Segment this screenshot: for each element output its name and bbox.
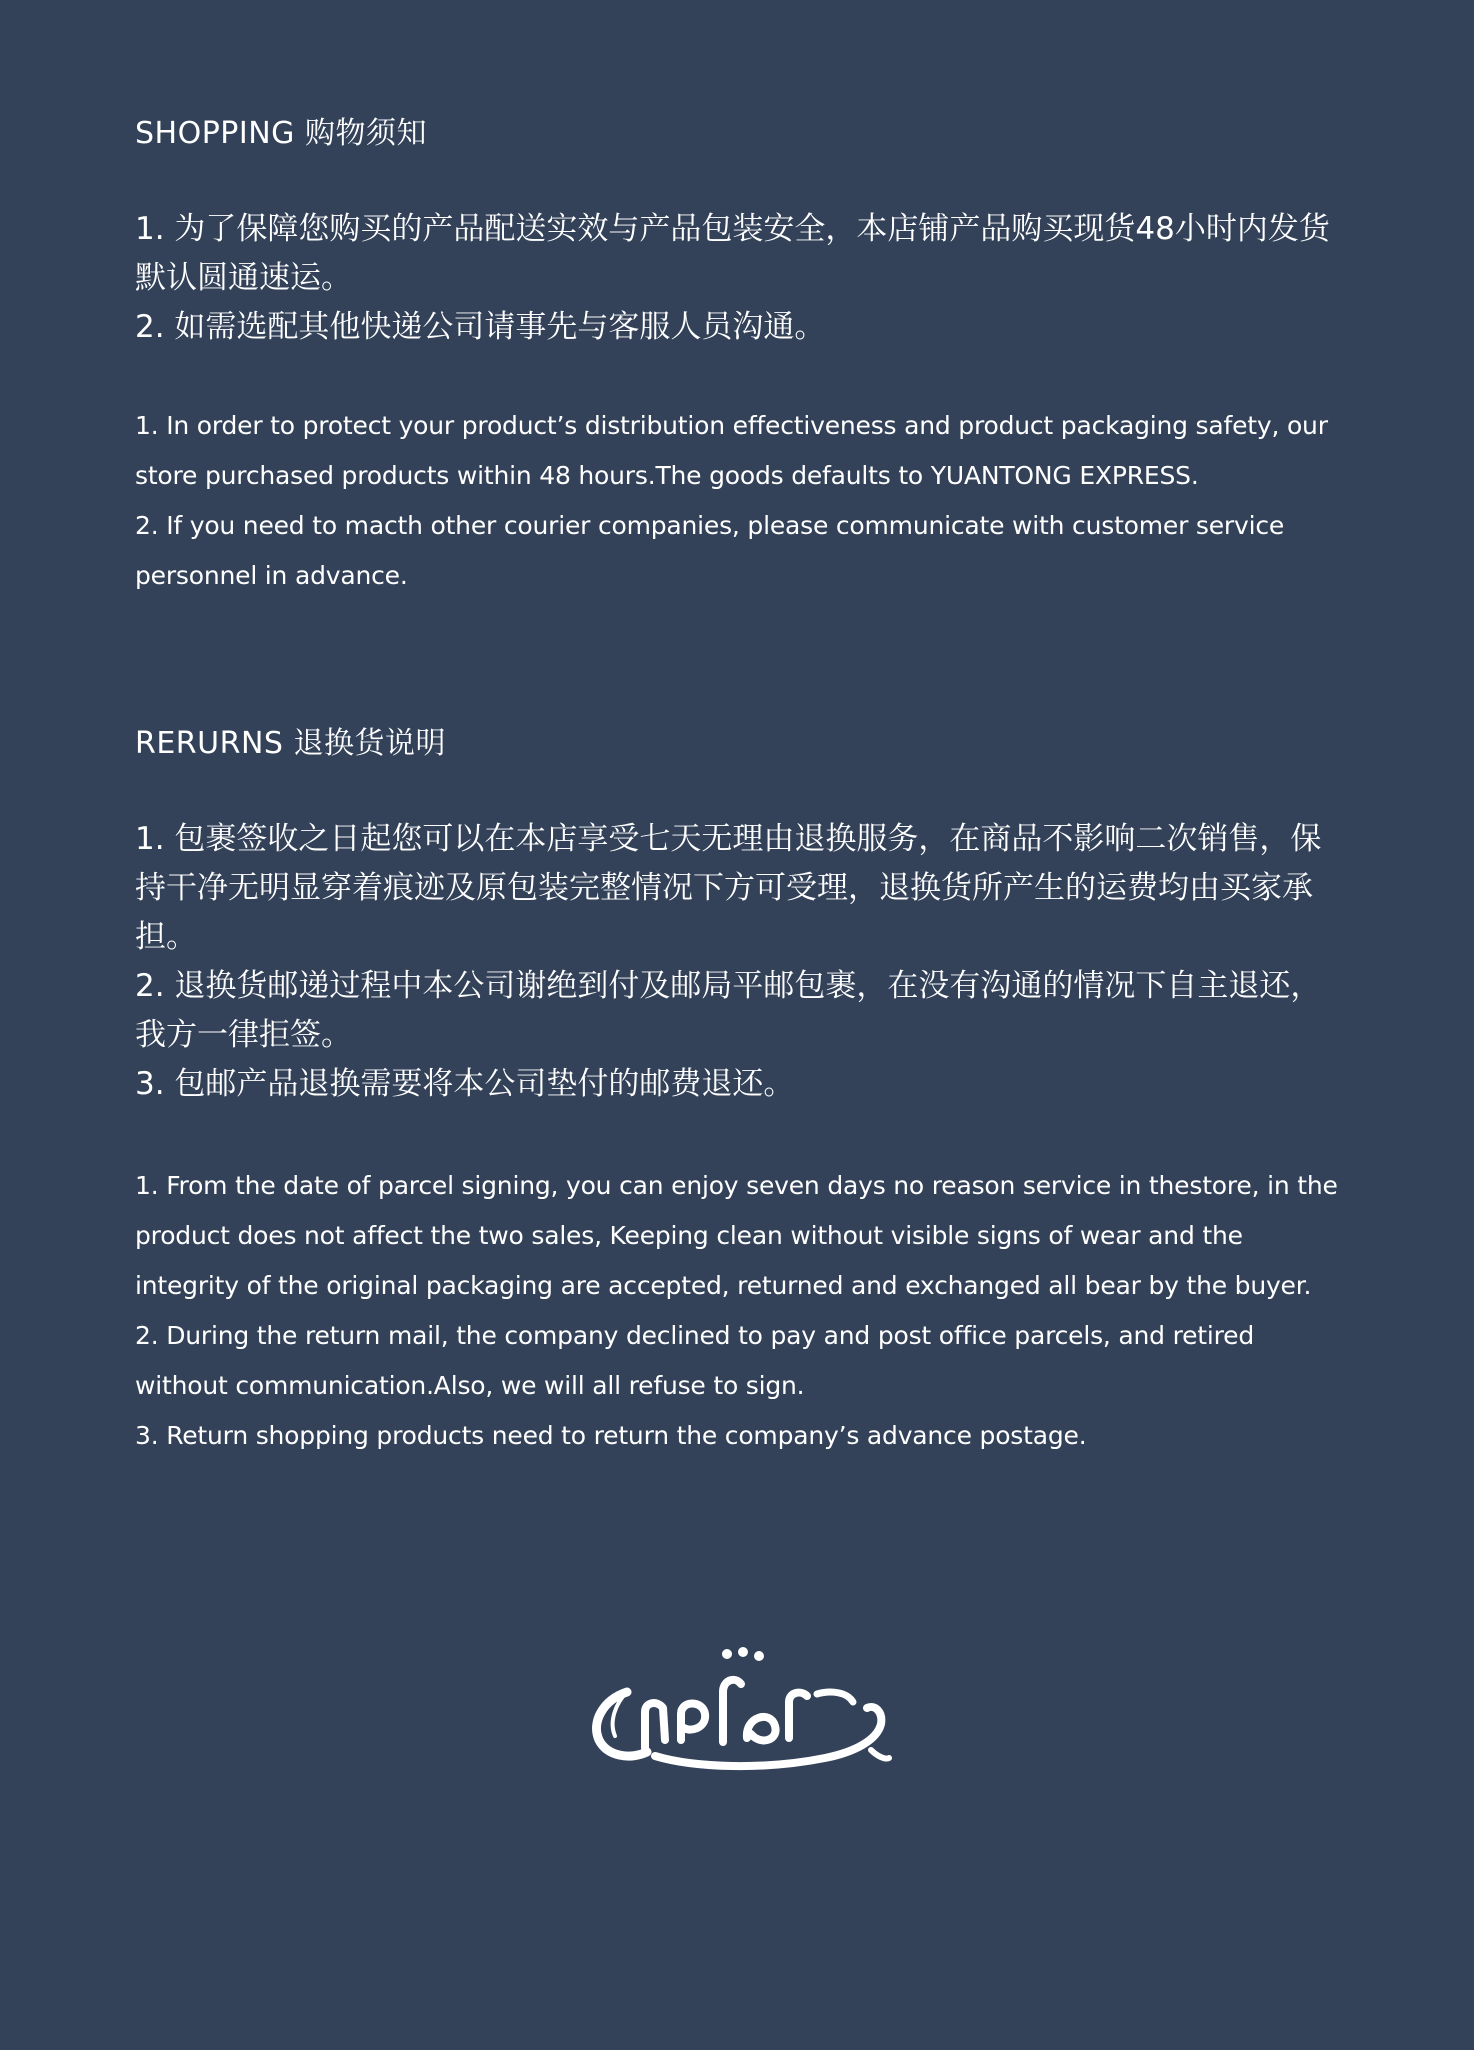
returns-cn-item-2: 2. 退换货邮递过程中本公司谢绝到付及邮局平邮包裹，在没有沟通的情况下自主退还，我方一律拒签。 [135,968,1322,1053]
calligraphy-logo-icon [585,1630,895,1780]
shopping-en-item-1: 1. In order to protect your product’s distribution effectiveness and product packaging safety, our store purchased products within 48 hours.The goods defaults to YUANTONG EXPRESS. [135,411,1328,490]
shopping-en-item-2: 2. If you need to macth other courier companies, please communicate with customer service personnel in advance. [135,511,1285,590]
shopping-cn-text [135,205,1345,352]
shopping-cn-item-2: 2. 如需选配其他快递公司请事先与客服人员沟通。 [135,309,826,345]
returns-en-item-3: 3. Return shopping products need to return the company’s advance postage. [135,1421,1087,1450]
returns-title: RERURNS 退换货说明 [135,726,446,761]
returns-en-item-2: 2. During the return mail, the company declined to pay and post office parcels, and retired without communication.Also, we will all refuse to sign. [135,1321,1255,1400]
returns-en-item-1: 1. From the date of parcel signing, you can enjoy seven days no reason service in thestore, in the product does not affect the two sales, Keeping clean without visible signs of wear and the integrity of the original packaging are accepted, returned and exchanged all bear by the buyer. [135,1171,1338,1300]
brand-logo [585,1630,895,1780]
returns-en-text [135,1161,1345,1461]
shopping-en-text [135,401,1345,601]
shopping-cn-item-1: 1. 为了保障您购买的产品配送实效与产品包装安全，本店铺产品购买现货48小时内发货默认圆通速运。 [135,211,1330,296]
returns-cn-text [135,815,1345,1109]
returns-cn-item-3: 3. 包邮产品退换需要将本公司垫付的邮费退还。 [135,1066,795,1102]
returns-cn-item-1: 1. 包裹签收之日起您可以在本店享受七天无理由退换服务，在商品不影响二次销售，保持干净无明显穿着痕迹及原包装完整情况下方可受理，退换货所产生的运费均由买家承担。 [135,821,1322,955]
shopping-title: SHOPPING 购物须知 [135,116,427,151]
